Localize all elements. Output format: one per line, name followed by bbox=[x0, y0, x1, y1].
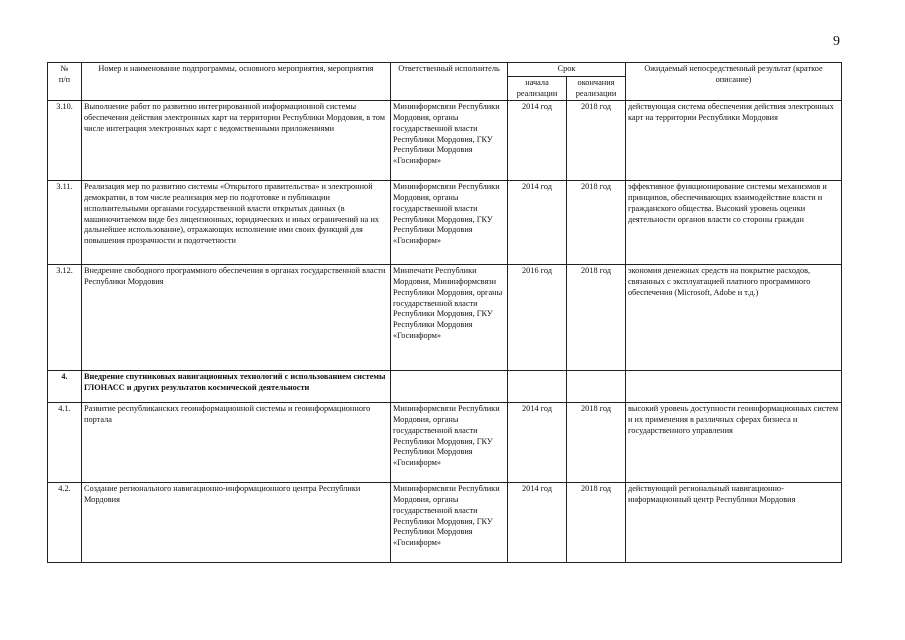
table-row bbox=[48, 403, 842, 483]
row-num: 3.10. bbox=[48, 101, 82, 181]
row-result: эффективное функционирование системы механизмов и принципов, обеспечивающих взаимодействие власти и гражданского общества. Высокий уровень оценки деятельности органов власти со стороны граждан bbox=[626, 181, 842, 265]
row-result: экономия денежных средств на покрытие расходов, связанных с эксплуатацией платного программного обеспечения (Microsoft, Adobe и т.д.) bbox=[626, 265, 842, 371]
table-row bbox=[48, 265, 842, 371]
row-end: 2018 год bbox=[567, 265, 626, 371]
program-table-wrapper bbox=[47, 62, 841, 563]
row-name: Развитие республиканских геоинформационной системы и геоинформационного портала bbox=[82, 403, 391, 483]
section-empty-cell bbox=[567, 371, 626, 403]
row-start: 2014 год bbox=[508, 101, 567, 181]
row-start: 2014 год bbox=[508, 403, 567, 483]
section-row bbox=[48, 371, 842, 403]
row-result: действующая система обеспечения действия электронных карт на территории Республики Мордовия bbox=[626, 101, 842, 181]
row-name: Реализация мер по развитию системы «Открытого правительства» и электронной демократии, в том числе реализация мер по подготовке и публикации исполнительными органами государственной власти открытых данных (в машиночитаемом виде без лицензионных, юридических и иных ограничений на их дальнейшее использование), отражающих исполнение ими своих функций для повышения прозрачности и подотчетности bbox=[82, 181, 391, 265]
table-row bbox=[48, 181, 842, 265]
program-table bbox=[47, 62, 842, 563]
page-number: 9 bbox=[833, 34, 840, 49]
row-executor: Мининформсвязи Республики Мордовия, органы государственной власти Республики Мордовия, ГКУ Республики Мордовия «Госинформ» bbox=[391, 101, 508, 181]
row-num: 3.12. bbox=[48, 265, 82, 371]
section-empty-cell bbox=[391, 371, 508, 403]
row-end: 2018 год bbox=[567, 483, 626, 563]
header-executor: Ответственный исполнитель bbox=[391, 63, 508, 101]
section-num: 4. bbox=[48, 371, 82, 403]
row-executor: Мининформсвязи Республики Мордовия, органы государственной власти Республики Мордовия, ГКУ Республики Мордовия «Госинформ» bbox=[391, 181, 508, 265]
table-row bbox=[48, 483, 842, 563]
header-start: начала реализации bbox=[508, 76, 567, 101]
header-term: Срок bbox=[508, 63, 626, 77]
row-start: 2016 год bbox=[508, 265, 567, 371]
row-name: Внедрение свободного программного обеспечения в органах государственной власти Республики Мордовия bbox=[82, 265, 391, 371]
row-start: 2014 год bbox=[508, 181, 567, 265]
row-executor: Мининформсвязи Республики Мордовия, органы государственной власти Республики Мордовия, ГКУ Республики Мордовия «Госинформ» bbox=[391, 483, 508, 563]
header-end: окончания реализации bbox=[567, 76, 626, 101]
row-num: 4.1. bbox=[48, 403, 82, 483]
row-end: 2018 год bbox=[567, 101, 626, 181]
row-start: 2014 год bbox=[508, 483, 567, 563]
row-num: 4.2. bbox=[48, 483, 82, 563]
table-row bbox=[48, 101, 842, 181]
row-executor: Минпечати Республики Мордовия, Мининформсвязи Республики Мордовия, органы государственной власти Республики Мордовия, ГКУ Республики Мордовия «Госинформ» bbox=[391, 265, 508, 371]
section-empty-cell bbox=[508, 371, 567, 403]
row-result: высокий уровень доступности геоинформационных систем и их применения в различных сферах бизнеса и государственного управления bbox=[626, 403, 842, 483]
row-num: 3.11. bbox=[48, 181, 82, 265]
row-end: 2018 год bbox=[567, 181, 626, 265]
row-executor: Мининформсвязи Республики Мордовия, органы государственной власти Республики Мордовия, ГКУ Республики Мордовия «Госинформ» bbox=[391, 403, 508, 483]
header-num: № п/п bbox=[48, 63, 82, 101]
row-name: Выполнение работ по развитию интегрированной информационной системы обеспечения действия электронных карт на территории Республики Мордовия, в том числе интеграция электронных карт с ведомственными приложениями bbox=[82, 101, 391, 181]
row-result: действующий региональный навигационно-информационный центр Республики Мордовия bbox=[626, 483, 842, 563]
table-header-row bbox=[48, 63, 842, 77]
row-end: 2018 год bbox=[567, 403, 626, 483]
row-name: Создание регионального навигационно-информационного центра Республики Мордовия bbox=[82, 483, 391, 563]
header-result: Ожидаемый непосредственный результат (краткое описание) bbox=[626, 63, 842, 101]
section-empty-cell bbox=[626, 371, 842, 403]
header-name: Номер и наименование подпрограммы, основного мероприятия, мероприятия bbox=[82, 63, 391, 101]
section-title: Внедрение спутниковых навигационных технологий с использованием системы ГЛОНАСС и других результатов космической деятельности bbox=[82, 371, 391, 403]
